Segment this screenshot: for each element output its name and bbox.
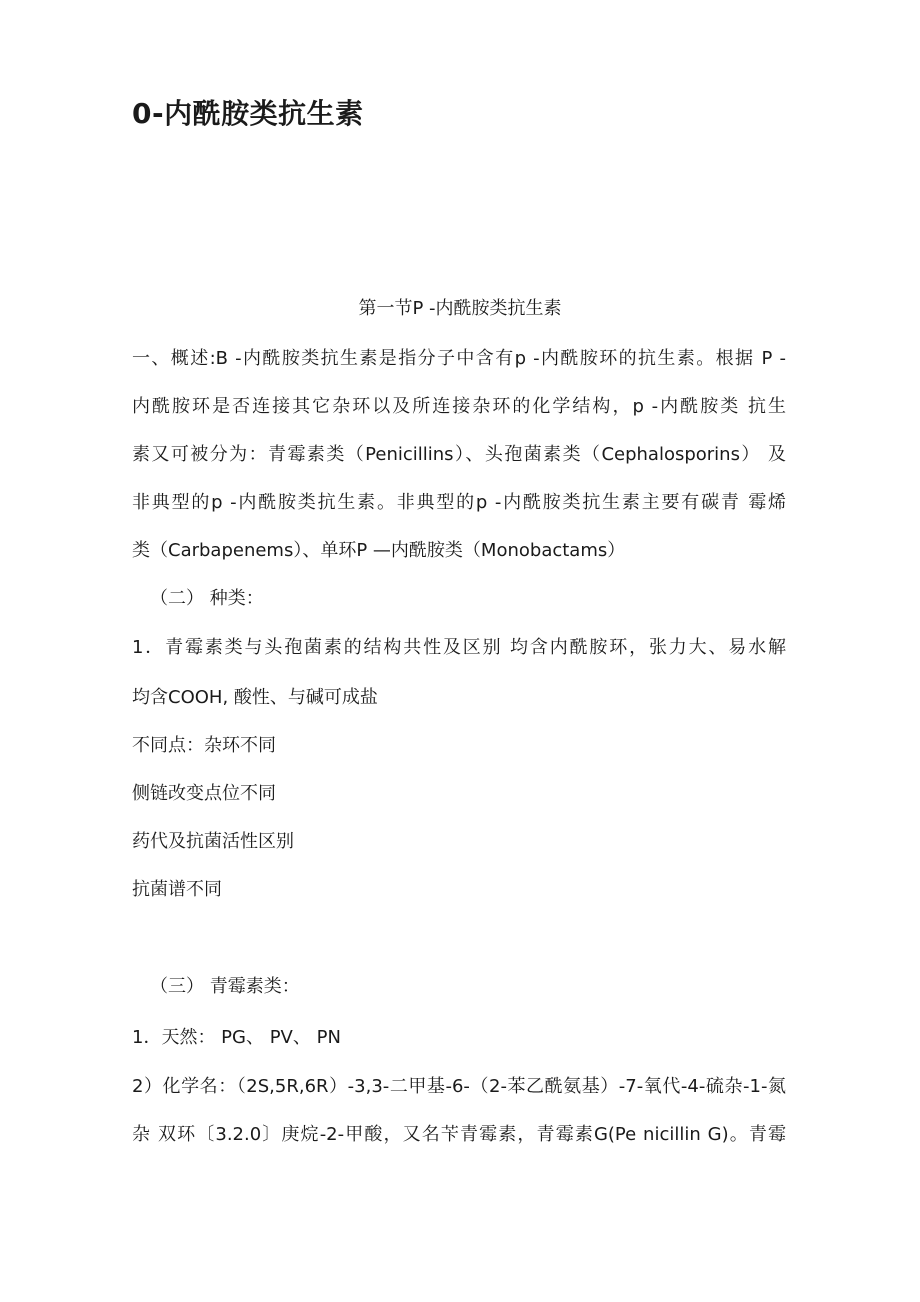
document-title: 0-内酰胺类抗生素 [132,97,364,130]
overview-line: 类（Carbapenems）、单环P —内酰胺类（Monobactams） [132,540,626,561]
kinds-line: 均含COOH, 酸性、与碱可成盐 [132,687,378,708]
kinds-line: 抗菌谱不同 [132,879,222,900]
overview-line: 内酰胺环是否连接其它杂环以及所连接杂环的化学结构，p -内酰胺类 抗生 [132,396,786,417]
overview-line: 素又可被分为：青霉素类（Penicillins）、头孢菌素类（Cephalosporins） 及 [132,444,786,465]
overview-line: 一、概述:B -内酰胺类抗生素是指分子中含有p -内酰胺环的抗生素。根据 P - [132,348,786,369]
kinds-line: 1．青霉素类与头孢菌素的结构共性及区别 均含内酰胺环，张力大、易水解 [132,637,786,658]
section-title: 第一节P -内酰胺类抗生素 [358,298,562,319]
overview-line: 非典型的p -内酰胺类抗生素。非典型的p -内酰胺类抗生素主要有碳青 霉烯 [132,492,786,513]
kinds-heading: （二） 种类： [150,588,264,609]
penicillin-line: 2）化学名：（2S,5R,6R）-3,3-二甲基-6-（2-苯乙酰氨基）-7-氧代-4-硫杂-1-氮 [132,1076,786,1097]
kinds-line: 不同点：杂环不同 [132,735,276,756]
penicillin-line: 1．天然： PG、 PV、 PN [132,1027,341,1048]
penicillin-heading: （三） 青霉素类： [150,976,300,997]
kinds-line: 侧链改变点位不同 [132,783,276,804]
kinds-line: 药代及抗菌活性区别 [132,831,294,852]
penicillin-line: 杂 双环〔3.2.0〕庚烷-2-甲酸，又名苄青霉素，青霉素G(Pe nicillin G)。青霉 [132,1124,786,1145]
